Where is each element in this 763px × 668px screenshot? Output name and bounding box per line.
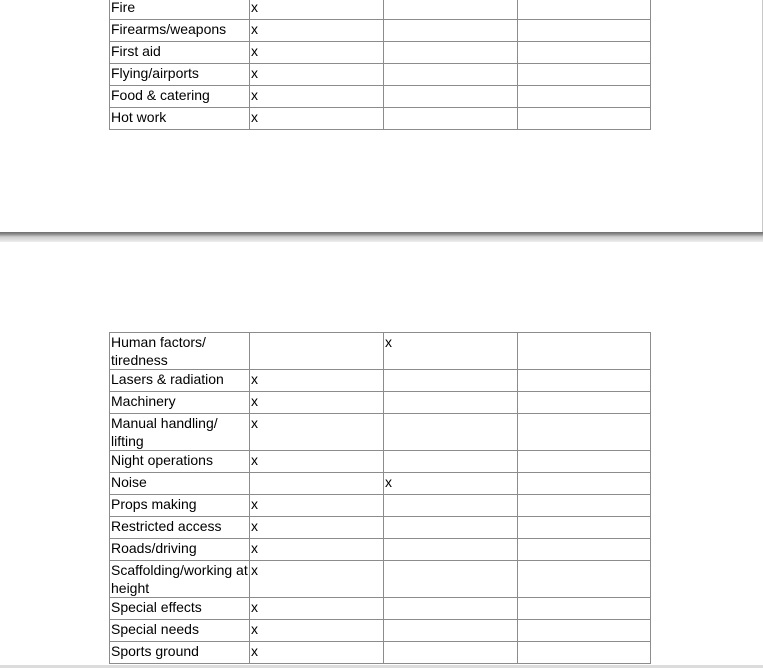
hazard-mark: x xyxy=(250,561,384,598)
hazard-mark xyxy=(384,0,518,20)
hazard-label: First aid xyxy=(110,42,250,64)
table-row xyxy=(110,108,651,130)
hazard-mark: x xyxy=(384,333,518,370)
hazard-mark xyxy=(518,539,651,561)
hazard-mark xyxy=(384,108,518,130)
table-row xyxy=(110,598,651,620)
table-row xyxy=(110,495,651,517)
table-row xyxy=(110,517,651,539)
hazard-mark xyxy=(384,42,518,64)
hazard-mark xyxy=(518,392,651,414)
hazard-mark: x xyxy=(250,64,384,86)
table-row xyxy=(110,333,651,370)
table-row xyxy=(110,473,651,495)
table-row xyxy=(110,642,651,664)
hazard-mark xyxy=(518,517,651,539)
hazard-mark xyxy=(518,108,651,130)
hazard-label: Roads/driving xyxy=(110,539,250,561)
hazard-mark: x xyxy=(250,495,384,517)
hazard-mark xyxy=(518,495,651,517)
hazard-mark: x xyxy=(250,414,384,451)
hazard-label: Special effects xyxy=(110,598,250,620)
hazard-mark xyxy=(518,414,651,451)
hazard-mark: x xyxy=(250,451,384,473)
hazard-mark: x xyxy=(250,620,384,642)
hazard-table-page-1 xyxy=(109,0,651,130)
hazard-mark xyxy=(384,561,518,598)
hazard-mark xyxy=(518,561,651,598)
hazard-label: Noise xyxy=(110,473,250,495)
table-row xyxy=(110,42,651,64)
hazard-mark: x xyxy=(250,0,384,20)
hazard-mark xyxy=(518,333,651,370)
hazard-mark: x xyxy=(250,642,384,664)
table-row xyxy=(110,414,651,451)
hazard-label: Machinery xyxy=(110,392,250,414)
hazard-mark xyxy=(384,414,518,451)
table-row xyxy=(110,0,651,20)
hazard-label: Food & catering xyxy=(110,86,250,108)
hazard-label: Manual handling/ lifting xyxy=(110,414,250,451)
hazard-mark: x xyxy=(250,370,384,392)
hazard-mark xyxy=(250,473,384,495)
hazard-mark xyxy=(384,86,518,108)
hazard-mark xyxy=(384,517,518,539)
hazard-mark xyxy=(518,370,651,392)
hazard-mark xyxy=(384,620,518,642)
hazard-label: Props making xyxy=(110,495,250,517)
table-row xyxy=(110,561,651,598)
hazard-mark xyxy=(384,20,518,42)
hazard-mark xyxy=(384,64,518,86)
table-row xyxy=(110,20,651,42)
hazard-mark: x xyxy=(250,392,384,414)
hazard-label: Scaffolding/working at height xyxy=(111,562,248,596)
hazard-mark xyxy=(384,642,518,664)
table-row xyxy=(110,64,651,86)
hazard-mark: x xyxy=(384,473,518,495)
hazard-mark xyxy=(518,642,651,664)
page-separator xyxy=(0,232,763,242)
hazard-label: Flying/airports xyxy=(110,64,250,86)
hazard-mark xyxy=(384,539,518,561)
table-row xyxy=(110,539,651,561)
hazard-label: Human factors/ tiredness xyxy=(110,333,250,370)
hazard-label: Night operations xyxy=(110,451,250,473)
hazard-mark xyxy=(384,598,518,620)
hazard-mark xyxy=(518,598,651,620)
table-row xyxy=(110,451,651,473)
hazard-mark xyxy=(518,86,651,108)
hazard-mark: x xyxy=(250,42,384,64)
hazard-mark: x xyxy=(250,598,384,620)
hazard-mark xyxy=(518,451,651,473)
hazard-mark xyxy=(250,333,384,370)
hazard-mark: x xyxy=(250,86,384,108)
hazard-label: Lasers & radiation xyxy=(110,370,250,392)
hazard-mark xyxy=(384,370,518,392)
hazard-mark xyxy=(518,0,651,20)
document-page-1 xyxy=(0,0,763,232)
hazard-mark: x xyxy=(250,517,384,539)
hazard-mark: x xyxy=(250,539,384,561)
hazard-mark xyxy=(518,620,651,642)
document-page-2 xyxy=(0,242,763,668)
hazard-mark xyxy=(384,392,518,414)
table-row xyxy=(110,392,651,414)
hazard-mark xyxy=(518,42,651,64)
table-row xyxy=(110,370,651,392)
table-row xyxy=(110,620,651,642)
hazard-mark xyxy=(518,64,651,86)
hazard-mark xyxy=(384,495,518,517)
hazard-label: Special needs xyxy=(110,620,250,642)
hazard-label: Sports ground xyxy=(110,642,250,664)
hazard-label: Fire xyxy=(110,0,250,20)
hazard-mark xyxy=(518,20,651,42)
hazard-mark xyxy=(518,473,651,495)
hazard-mark xyxy=(384,451,518,473)
hazard-table-page-2 xyxy=(109,332,651,664)
hazard-label: Hot work xyxy=(110,108,250,130)
hazard-label: Firearms/weapons xyxy=(110,20,250,42)
hazard-label: Restricted access xyxy=(110,517,250,539)
hazard-mark: x xyxy=(250,108,384,130)
table-row xyxy=(110,86,651,108)
hazard-mark: x xyxy=(250,20,384,42)
